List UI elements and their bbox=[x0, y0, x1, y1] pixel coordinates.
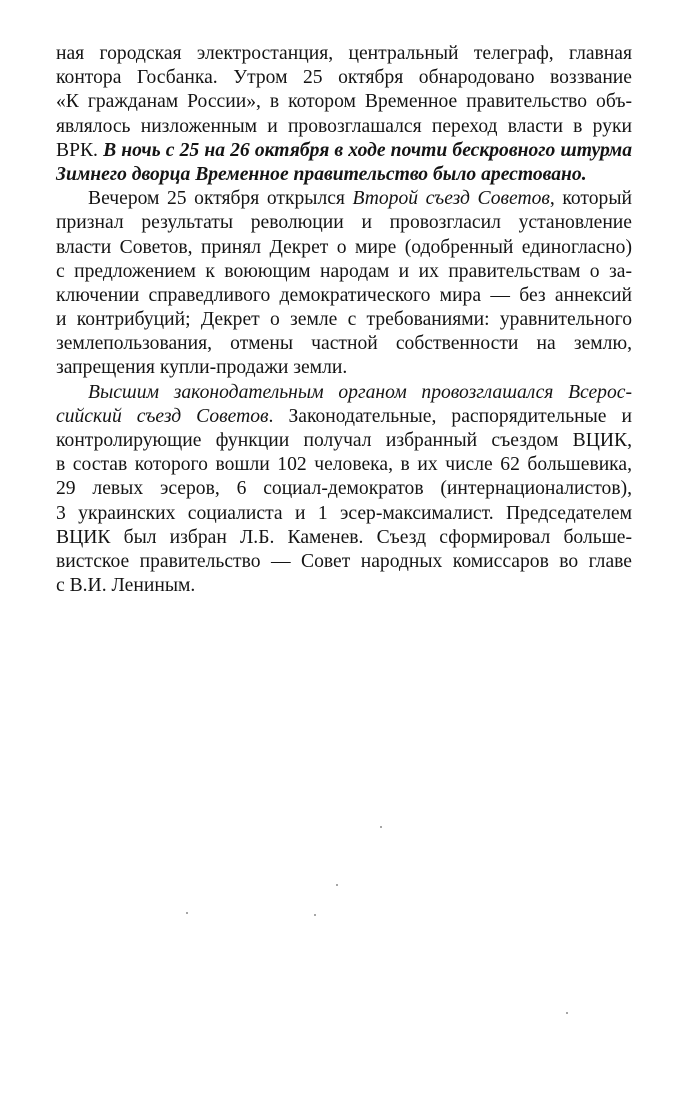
text-run: признал результаты революции и провозгласил установление bbox=[56, 212, 632, 234]
text-line bbox=[56, 526, 632, 550]
text-run: ная городская электростанция, центральный телеграф, главная bbox=[56, 43, 632, 64]
scan-speck bbox=[336, 884, 338, 886]
text-run: ключении справедливого демократического мира — без аннексий bbox=[56, 284, 632, 306]
scan-speck bbox=[566, 1012, 568, 1014]
bold-italic-run: Зимнего дворца Временное правительство было арестовано. bbox=[56, 163, 587, 185]
scan-speck bbox=[380, 826, 382, 828]
text-line bbox=[56, 453, 632, 477]
text-run: являлось низложенным и провозглашался переход власти в руки bbox=[56, 115, 632, 137]
text-line bbox=[56, 66, 632, 90]
text-line bbox=[56, 308, 632, 332]
text-run: контролирующие функции получал избранный съездом ВЦИК, bbox=[56, 430, 632, 451]
text-line bbox=[56, 502, 632, 526]
text-line bbox=[56, 260, 632, 284]
italic-run: Высшим законодательным органом провозглашался Всерос- bbox=[88, 381, 632, 403]
text-line bbox=[56, 139, 632, 163]
text-line bbox=[56, 356, 632, 380]
text-run: 3 украинских социалиста и 1 эсер-максималист. Председателем bbox=[56, 502, 632, 524]
scan-speck bbox=[186, 912, 188, 914]
bold-italic-run: В ночь с 25 на 26 октября в ходе почти бескровного штурма bbox=[103, 139, 632, 161]
text-run: землепользования, отмены частной собственности на землю, bbox=[56, 333, 632, 355]
text-line bbox=[56, 42, 632, 66]
text-run: и контрибуций; Декрет о земле с требованиями: уравнительного bbox=[56, 309, 632, 331]
paragraph bbox=[56, 187, 632, 381]
text-run: запрещения купли-продажи земли. bbox=[56, 357, 348, 379]
text-run: , который bbox=[549, 188, 632, 210]
text-line bbox=[56, 187, 632, 211]
text-run: в состав которого вошли 102 человека, в их числе 62 большевика, bbox=[56, 454, 632, 476]
text-line bbox=[56, 115, 632, 139]
text-line bbox=[56, 381, 632, 405]
text-line bbox=[56, 163, 632, 187]
text-run: . Законодательные, распорядительные и bbox=[268, 405, 632, 427]
text-run: власти Советов, принял Декрет о мире (одобренный единогласно) bbox=[56, 236, 632, 258]
text-run: ВЦИК был избран Л.Б. Каменев. Съезд сформировал больше- bbox=[56, 526, 632, 548]
scan-speck bbox=[314, 914, 316, 916]
text-run: с В.И. Лениным. bbox=[56, 575, 196, 597]
paragraph bbox=[56, 381, 632, 599]
text-line bbox=[56, 405, 632, 429]
text-run: «К гражданам России», в котором Временное правительство объ- bbox=[56, 91, 632, 113]
text-run: ВРК. bbox=[56, 139, 104, 161]
text-line bbox=[56, 284, 632, 308]
text-line bbox=[56, 477, 632, 501]
text-run: 29 левых эсеров, 6 социал-демократов (интернационалистов), bbox=[56, 478, 632, 500]
text-run: с предложением к воюющим народам и их правительствам о за- bbox=[56, 260, 632, 282]
italic-run: сийский съезд Советов bbox=[56, 405, 269, 427]
text-line bbox=[56, 90, 632, 114]
text-run: контора Госбанка. Утром 25 октября обнародовано воззвание bbox=[56, 67, 632, 89]
text-line bbox=[56, 429, 632, 453]
body-text bbox=[56, 42, 632, 598]
text-line bbox=[56, 550, 632, 574]
text-line bbox=[56, 574, 632, 598]
text-line bbox=[56, 236, 632, 260]
text-run: вистское правительство — Совет народных комиссаров во главе bbox=[56, 550, 632, 572]
text-line bbox=[56, 332, 632, 356]
text-line bbox=[56, 211, 632, 235]
text-run: Вечером 25 октября открылся bbox=[88, 188, 353, 210]
italic-run: Второй съезд Советов bbox=[352, 188, 550, 210]
paragraph bbox=[56, 42, 632, 187]
